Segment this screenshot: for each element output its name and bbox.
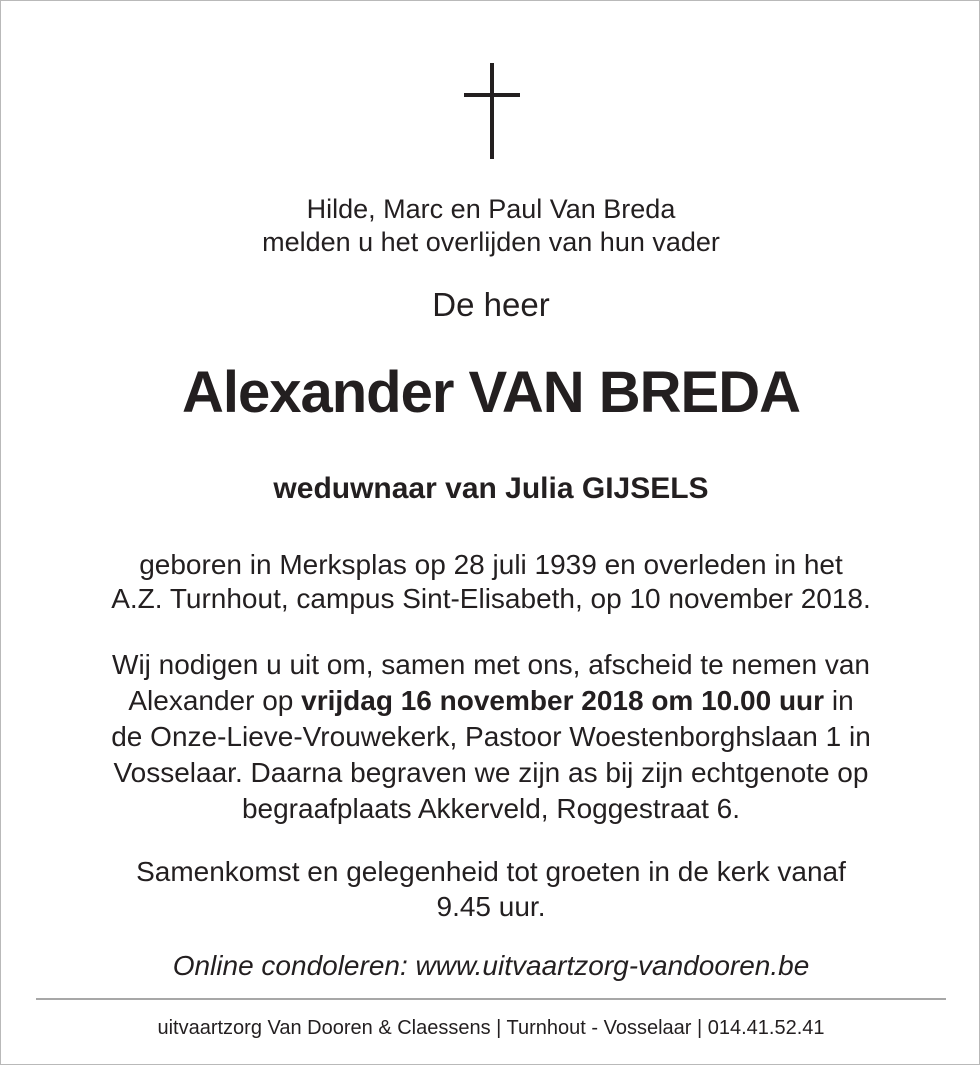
paragraph-line: geboren in Merksplas op 28 juli 1939 en overleden in het [139,549,843,580]
cross-icon [461,63,523,159]
paragraph-line: A.Z. Turnhout, campus Sint-Elisabeth, op 10 november 2018. [111,583,871,614]
paragraph-line: begraafplaats Akkerveld, Roggestraat 6. [241,793,741,824]
paragraph-line: Samenkomst en gelegenheid tot groeten in de kerk vanaf [136,856,846,887]
deceased-name: Alexander VAN BREDA [181,360,801,425]
paragraph-line: Vosselaar. Daarna begraven we zijn as bij zijn echtgenote op [113,757,869,788]
birth-death-paragraph [1,548,980,616]
paragraph-line: 9.45 uur. [436,891,546,922]
announcement-line: melden u het overlijden van hun vader [262,227,720,257]
paragraph-line [1,683,980,719]
announcement-line: Hilde, Marc en Paul Van Breda [306,194,676,224]
paragraph-line: de Onze-Lieve-Vrouwekerk, Pastoor Woestenborghslaan 1 in [111,721,871,752]
footer-divider [36,998,946,1000]
funeral-date-time: vrijdag 16 november 2018 om 10.00 uur [301,685,825,716]
paragraph-line: Wij nodigen u uit om, samen met ons, afscheid te nemen van [112,649,870,680]
funeral-text: in [824,685,854,716]
footer-credits: uitvaartzorg Van Dooren & Claessens | Turnhout - Vosselaar | 014.41.52.41 [157,1017,825,1039]
funeral-text: Alexander op [128,685,302,716]
announcement [1,193,980,259]
funeral-paragraph [1,647,980,827]
spouse-line: weduwnaar van Julia GIJSELS [273,472,709,505]
honorific: De heer [432,286,550,323]
gathering-paragraph [1,854,980,924]
online-condolence: Online condoleren: www.uitvaartzorg-vandooren.be [172,950,810,981]
